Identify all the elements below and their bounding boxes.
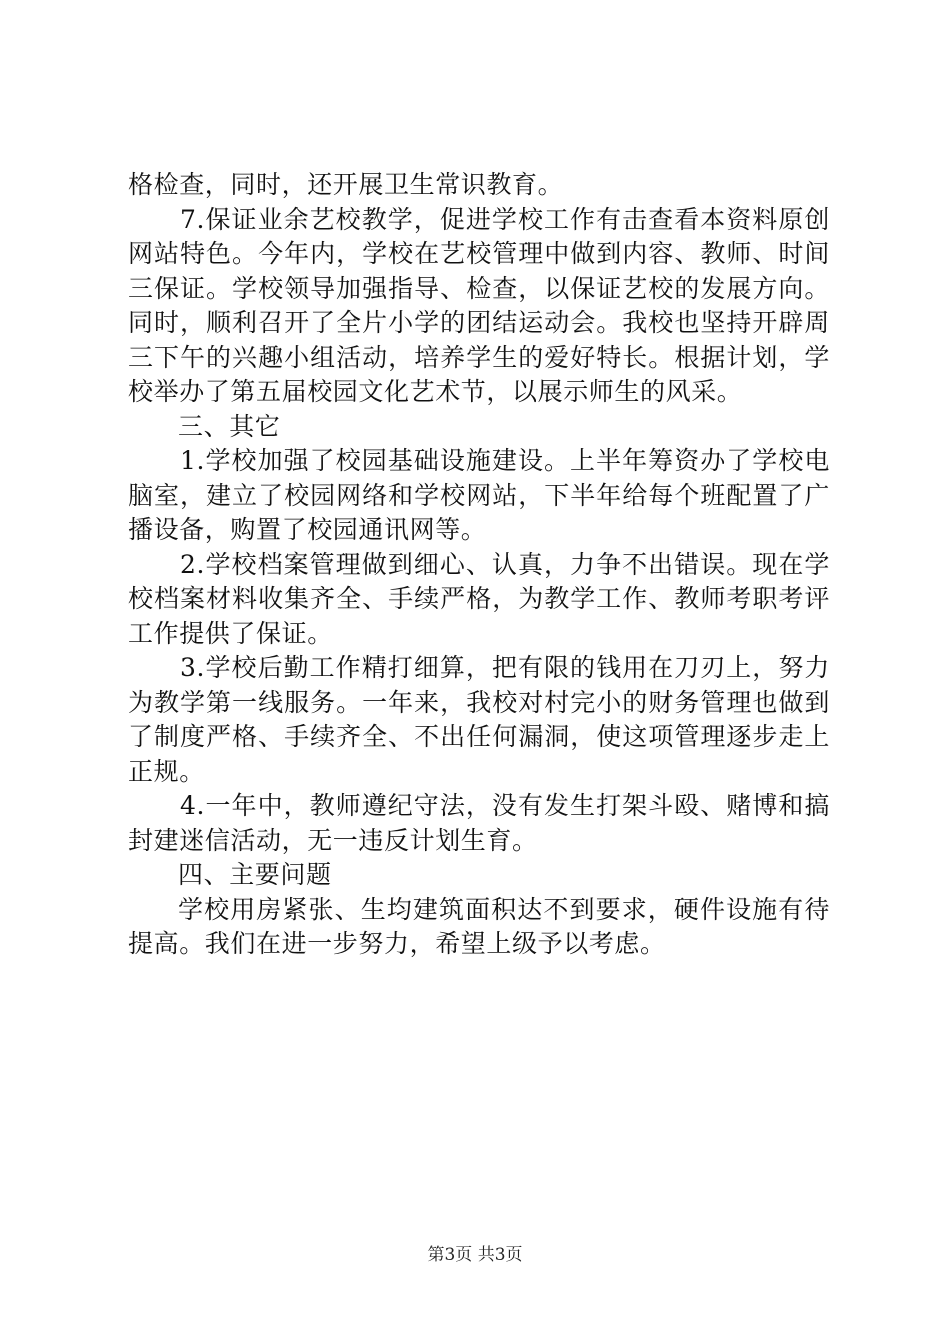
- paragraph-item-7: 7.保证业余艺校教学，促进学校工作有击查看本资料原创网站特色。今年内，学校在艺校管理中做到内容、教师、时间三保证。学校领导加强指导、检查，以保证艺校的发展方向。同时，顺利召开了全片小学的团结运动会。我校也坚持开辟周三下午的兴趣小组活动，培养学生的爱好特长。根据计划，学校举办了第五届校园文化艺术节，以展示师生的风采。: [128, 204, 830, 406]
- paragraph-item-2: 2.学校档案管理做到细心、认真，力争不出错误。现在学校档案材料收集齐全、手续严格，为教学工作、教师考职考评工作提供了保证。: [128, 549, 830, 648]
- paragraph-item-3: 3.学校后勤工作精打细算，把有限的钱用在刀刃上，努力为教学第一线服务。一年来，我校对村完小的财务管理也做到了制度严格、手续齐全、不出任何漏洞，使这项管理逐步走上正规。: [128, 653, 830, 786]
- paragraph-item-1: 1.学校加强了校园基础设施建设。上半年筹资办了学校电脑室，建立了校园网络和学校网站，下半年给每个班配置了广播设备，购置了校园通讯网等。: [128, 446, 830, 544]
- page-number-footer: 第3页 共3页: [427, 1245, 523, 1265]
- paragraph-main-problems: 学校用房紧张、生均建筑面积达不到要求，硬件设施有待提高。我们在进一步努力，希望上级予以考虑。: [128, 894, 830, 958]
- paragraph-item-4: 4.一年中，教师遵纪守法，没有发生打架斗殴、赌博和搞封建迷信活动，无一违反计划生育。: [128, 791, 830, 855]
- section-heading-main-problems: 四、主要问题: [178, 860, 332, 889]
- paragraph-continuation: 格检查，同时，还开展卫生常识教育。: [128, 170, 564, 199]
- document-body: [128, 168, 830, 962]
- section-heading-other: 三、其它: [178, 411, 281, 441]
